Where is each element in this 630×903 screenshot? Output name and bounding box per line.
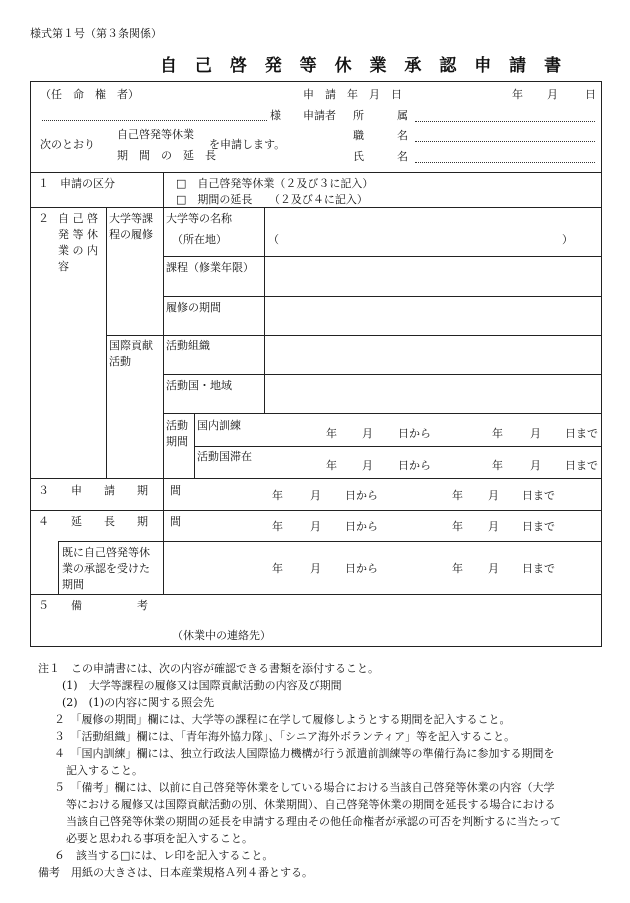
row2-label-3: 業 の 内: [58, 244, 98, 257]
row4-sub-label-2: 業の承認を受けた: [62, 562, 150, 575]
position-label: 職 名: [353, 129, 408, 142]
applicant-label: 申請者: [303, 109, 336, 122]
note-line: 注１ この申請書には、次の内容が確認できる書類を添付すること。: [38, 662, 379, 675]
affiliation-field[interactable]: [415, 121, 595, 122]
activity-period-label-1: 活動: [166, 419, 188, 432]
row2-label-1: 自 己 啓: [58, 212, 98, 225]
univ-name-label: 大学等の名称: [166, 212, 232, 225]
note-line: 等における履修又は国際貢献活動の別、休業期間）、自己啓発等休業の期間を延長する場合における: [66, 798, 556, 811]
note-line: ４ 「国内訓練」欄には、独立行政法人国際協力機構が行う派遣前訓練等の準備行為に参加する期間を: [54, 747, 555, 760]
contact-label: （休業中の連絡先）: [172, 629, 271, 642]
sama-text: 様: [270, 109, 281, 122]
row5-label: ５ 備 考: [38, 599, 148, 612]
note-line: ３ 「活動組織」欄には、「青年海外協力隊」、「シニア海外ボランティア」等を記入すること。: [54, 730, 516, 743]
abroad-from-year: 年: [326, 459, 337, 472]
study-period-label: 履修の期間: [166, 301, 221, 314]
r3-to-month: 月: [488, 489, 499, 502]
r4-to-day: 日まで: [522, 520, 555, 533]
request-suffix: を申請します。: [209, 138, 286, 151]
note-line: 記入すること。: [66, 764, 143, 777]
abroad-to-day: 日まで: [565, 459, 598, 472]
note-line: ２ 「履修の期間」欄には、大学等の課程に在学して履修しようとする期間を記入すること。: [54, 713, 511, 726]
note-line: ６ 該当する□には、レ印を記入すること。: [54, 849, 274, 862]
activity-period-label-2: 期間: [166, 435, 188, 448]
name-field[interactable]: [415, 162, 595, 163]
row4-sub-label-1: 既に自己啓発等休: [62, 546, 150, 559]
domestic-from-month: 月: [362, 427, 373, 440]
abroad-from-month: 月: [362, 459, 373, 472]
position-field[interactable]: [415, 141, 595, 142]
abroad-from-day: 日から: [398, 459, 431, 472]
abroad-to-year: 年: [492, 459, 503, 472]
row1-label: １ 申請の区分: [38, 177, 115, 190]
domestic-from-year: 年: [326, 427, 337, 440]
domestic-to-month: 月: [530, 427, 541, 440]
appointer-field[interactable]: [42, 120, 267, 121]
activity-org-label: 活動組織: [166, 339, 210, 352]
r4-from-year: 年: [272, 520, 283, 533]
row4-sub-label-3: 期間: [62, 578, 84, 591]
r3-to-day: 日まで: [522, 489, 555, 502]
row3-label: ３ 申 請 期 間: [38, 484, 181, 497]
r4s-from-month: 月: [310, 562, 321, 575]
r4s-to-day: 日まで: [522, 562, 555, 575]
note-line: ５ 「備考」欄には、以前に自己啓発等休業をしている場合における当該自己啓発等休業の内容（大学: [54, 781, 555, 794]
abroad-to-month: 月: [530, 459, 541, 472]
r3-to-year: 年: [452, 489, 463, 502]
domestic-training-label: 国内訓練: [197, 419, 241, 432]
r4-to-month: 月: [488, 520, 499, 533]
univ-section-label-2: 程の履修: [109, 228, 153, 241]
course-label: 課程（修業年限）: [166, 261, 254, 274]
domestic-to-day: 日まで: [565, 427, 598, 440]
r4s-to-year: 年: [452, 562, 463, 575]
r4s-from-day: 日から: [345, 562, 378, 575]
r4-from-month: 月: [310, 520, 321, 533]
page-title: 自 己 啓 発 等 休 業 承 認 申 請 書: [160, 56, 568, 76]
affiliation-label: 所 属: [353, 109, 408, 122]
request-option-extension: 期 間 の 延 長: [117, 149, 216, 162]
intl-section-label-1: 国際貢献: [109, 339, 153, 352]
name-label: 氏 名: [353, 150, 408, 163]
note-line: 備考 用紙の大きさは、日本産業規格Ａ列４番とする。: [38, 866, 313, 879]
note-line: (1) 大学等課程の履修又は国際貢献活動の内容及び期間: [62, 679, 342, 692]
date-month: 月: [547, 88, 558, 101]
r3-from-year: 年: [272, 489, 283, 502]
r4-from-day: 日から: [345, 520, 378, 533]
note-line: 当該自己啓発等休業の期間の延長を申請する理由その他任命権者が承認の可否を判断するに当たって: [66, 815, 561, 828]
r4s-from-year: 年: [272, 562, 283, 575]
univ-location-close: ）: [562, 233, 573, 246]
abroad-stay-label: 活動国滞在: [197, 450, 252, 463]
r4-to-year: 年: [452, 520, 463, 533]
univ-location-open: （: [268, 233, 279, 246]
date-day: 日: [585, 88, 596, 101]
note-line: 必要と思われる事項を記入すること。: [66, 832, 253, 845]
univ-section-label-1: 大学等課: [109, 212, 153, 225]
request-prefix: 次のとおり: [40, 138, 95, 151]
row1-option-leave[interactable]: □ 自己啓発等休業（２及び３に記入）: [176, 177, 374, 190]
row2-label-2: 発 等 休: [58, 228, 98, 241]
form-number: 様式第１号（第３条関係）: [30, 27, 162, 40]
r4s-to-month: 月: [488, 562, 499, 575]
date-year: 年: [512, 88, 523, 101]
note-line: (2) (1)の内容に関する照会先: [62, 696, 215, 709]
request-option-leave: 自己啓発等休業: [117, 128, 194, 141]
r3-from-day: 日から: [345, 489, 378, 502]
activity-country-label: 活動国・地域: [166, 379, 232, 392]
row4-label: ４ 延 長 期 間: [38, 515, 181, 528]
intl-section-label-2: 活動: [109, 355, 131, 368]
univ-location-label: （所在地）: [172, 233, 227, 246]
domestic-from-day: 日から: [398, 427, 431, 440]
row1-option-extension[interactable]: □ 期間の延長 （２及び４に記入）: [176, 193, 368, 206]
row2-label-4: 容: [58, 260, 69, 273]
r3-from-month: 月: [310, 489, 321, 502]
appointer-label: （任 命 権 者）: [40, 88, 139, 101]
domestic-to-year: 年: [492, 427, 503, 440]
date-label: 申 請 年 月 日: [303, 88, 402, 101]
row2-number: ２: [38, 212, 49, 225]
